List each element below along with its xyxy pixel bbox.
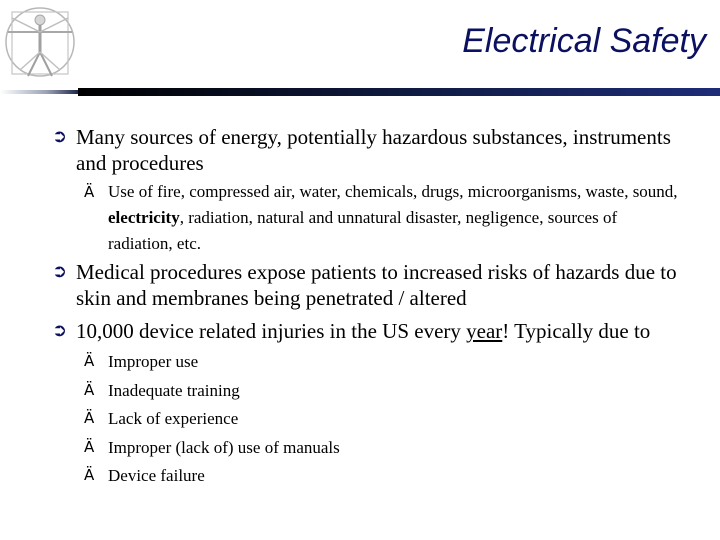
sub-bullet-lack-of-experience — [84, 404, 684, 433]
bullet-text: 10,000 device related injuries in the US every year! Typically due to — [76, 319, 651, 343]
sub-bullet-icon: Ä — [84, 183, 95, 201]
bullet-energy-sources — [52, 124, 702, 176]
sub-bullet-text: Lack of experience — [108, 409, 239, 428]
sub-bullet-icon: Ä — [84, 381, 95, 399]
sub-bullet-icon: Ä — [84, 352, 95, 370]
page-title: Electrical Safety — [462, 22, 706, 60]
sub-bullet-inadequate-training — [84, 376, 684, 405]
sub-bullet-icon: Ä — [84, 438, 95, 456]
sub-bullet-text: Inadequate training — [108, 381, 240, 400]
bullet-device-injuries — [52, 318, 702, 344]
bullet-arrow-icon: ➲ — [52, 126, 68, 147]
underlined-year: year — [466, 319, 503, 343]
sub-bullet-icon: Ä — [84, 409, 95, 427]
vitruvian-man-logo — [0, 0, 92, 92]
emphasis-electricity: electricity — [108, 208, 180, 227]
sub-bullet-text: Use of fire, compressed air, water, chemicals, drugs, microorganisms, waste, sound, electricity, radiation, natural and unnatural disaster, negligence, sources of radiation, etc. — [108, 182, 678, 253]
bullet-medical-procedures — [52, 259, 702, 311]
sub-bullet-hazard-examples — [84, 179, 684, 257]
bullet-text: Medical procedures expose patients to increased risks of hazards due to skin and membranes being penetrated / altered — [76, 260, 677, 310]
sub-bullet-improper-use — [84, 347, 684, 376]
sub-bullet-text: Improper use — [108, 352, 199, 371]
sub-bullet-manuals — [84, 433, 684, 462]
bullet-text: Many sources of energy, potentially hazardous substances, instruments and procedures — [76, 125, 671, 175]
sub-bullet-text: Device failure — [108, 466, 205, 485]
title-rule-fade — [0, 90, 78, 94]
bullet-arrow-icon: ➲ — [52, 320, 68, 341]
sub-bullet-text: Improper (lack of) use of manuals — [108, 438, 340, 457]
title-rule — [78, 88, 720, 96]
bullet-arrow-icon: ➲ — [52, 261, 68, 282]
sub-bullet-device-failure — [84, 461, 684, 490]
sub-bullet-icon: Ä — [84, 466, 95, 484]
